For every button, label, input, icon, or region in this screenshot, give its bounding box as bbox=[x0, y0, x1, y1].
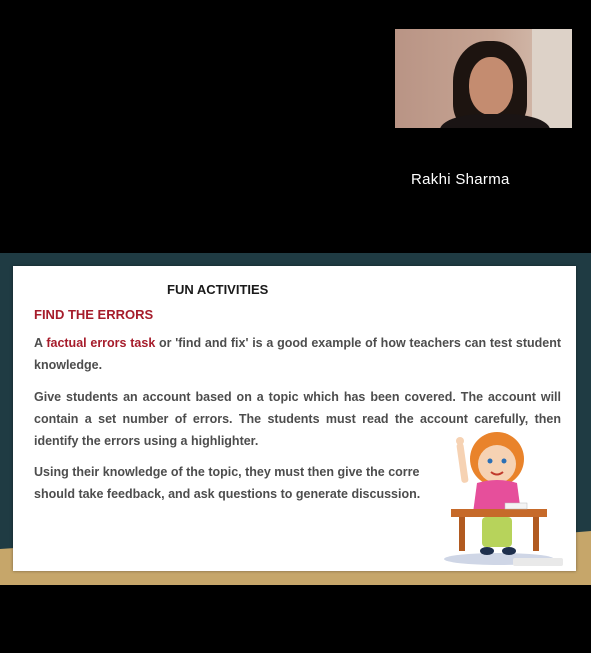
slide bbox=[13, 266, 576, 571]
shared-screen bbox=[0, 253, 591, 585]
paragraph-3: Using their knowledge of the topic, they must then give the corre should take feedback, and ask questions to generate discussion. bbox=[34, 465, 421, 501]
girl-illustration bbox=[437, 431, 561, 566]
highlight-text: factual errors task bbox=[46, 336, 156, 350]
paragraph-1-end: or 'find and fix' is a good example of how teachers can test student knowledge. bbox=[34, 336, 562, 372]
participant-video bbox=[395, 29, 572, 128]
paragraph-2: Give students an account based on a topic which has been covered. The account will contain a set number of errors. The students must read the account carefully, then identify the errors using a highlighter. bbox=[34, 390, 561, 448]
paragraph-1 bbox=[34, 332, 561, 376]
paragraph-1-start: A bbox=[34, 336, 47, 350]
slide-subtitle: FIND THE ERRORS bbox=[34, 307, 154, 322]
video-background bbox=[532, 29, 572, 128]
participant-face bbox=[469, 57, 513, 115]
watermark bbox=[513, 558, 563, 566]
slide-title: FUN ACTIVITIES bbox=[167, 282, 269, 297]
participant-name: Rakhi Sharma bbox=[411, 171, 510, 188]
